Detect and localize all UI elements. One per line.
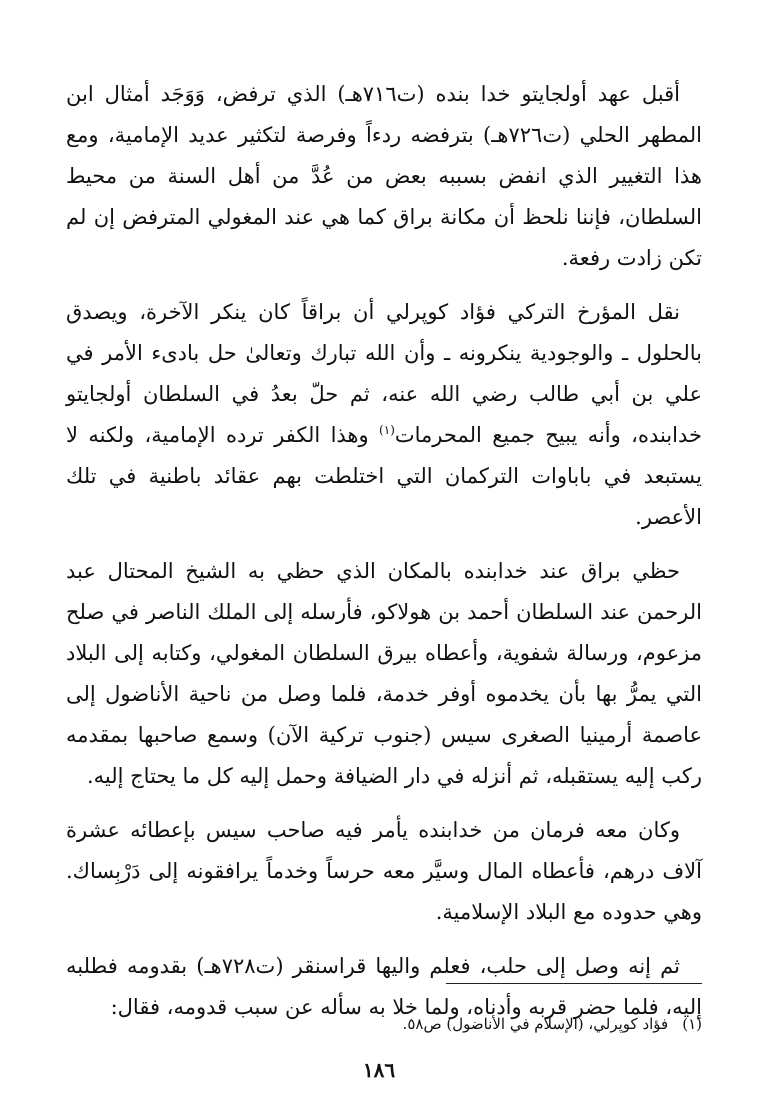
footnote — [62, 1012, 702, 1036]
footnote-text: فؤاد كوپرلي، (الإسلام في الأناضول) ص٥٨. — [402, 1015, 669, 1033]
paragraph-2 — [66, 292, 702, 538]
paragraph-2-text-after-ref: وهذا الكفر ترده الإمامية، ولكنه لا يستبعد في باباوات التركمان التي اختلطت بهم عقائد باطنية في تلك الأعصر. — [66, 423, 702, 529]
page-body — [66, 74, 702, 1028]
page-number: ١٨٦ — [362, 1058, 396, 1082]
paragraph-1: أقبل عهد أولجايتو خدا بنده (ت٧١٦هـ) الذي ترفض، وَوَجَد أمثال ابن المطهر الحلي (ت٧٢٦هـ) بترفضه ردءاً وفرصة لتكثير عديد الإمامية، ومع هذا التغيير الذي انفض بسببه بعض من عُدَّ من أهل السنة من محيط السلطان، فإننا نلحظ أن مكانة براق كما هي عند المغولي المترفض إن لم تكن زادت رفعة. — [66, 82, 702, 270]
footnote-number: (١) — [682, 1015, 702, 1033]
footnote-divider — [446, 983, 702, 984]
paragraph-4: وكان معه فرمان من خدابنده يأمر فيه صاحب سيس بإعطائه عشرة آلاف درهم، فأعطاه المال وسيَّر معه حرساً وخدماً يرافقونه إلى دَرْبِساك. وهي حدوده مع البلاد الإسلامية. — [66, 818, 702, 924]
paragraph-2-text-before-ref: نقل المؤرخ التركي فؤاد كوپرلي أن براقاً كان ينكر الآخرة، ويصدق بالحلول ـ والوجودية ينكرونه ـ وأن الله تبارك وتعالىٰ حل بادىء الأمر في علي بن أبي طالب رضي الله عنه، ثم حلّ بعدُ في السلطان أولجايتو خدابنده، وأنه يبيح جميع المحرمات — [66, 300, 702, 447]
paragraph-3: حظي براق عند خدابنده بالمكان الذي حظي به الشيخ المحتال عبد الرحمن عند السلطان أحمد بن هولاكو، فأرسله إلى الملك الناصر في صلح مزعوم، ورسالة شفوية، وأعطاه بيرق السلطان المغولي، وكتابه إلى البلاد التي يمرُّ بها بأن يخدموه أوفر خدمة، فلما وصل من ناحية الأناضول إلى عاصمة أرمينيا الصغرى سيس (جنوب تركية الآن) وسمع صاحبها بمقدمه ركب إليه يستقبله، ثم أنزله في دار الضيافة وحمل إليه كل ما يحتاج إليه. — [66, 559, 702, 788]
paragraph-5: ثم إنه وصل إلى حلب، فعلم واليها قراسنقر (ت٧٢٨هـ) بقدومه فطلبه إليه، فلما حضر قربه وأدناه، ولما خلا به سأله عن سبب قدومه، فقال: — [66, 954, 702, 1019]
footnote-reference[interactable]: (١) — [379, 423, 395, 437]
